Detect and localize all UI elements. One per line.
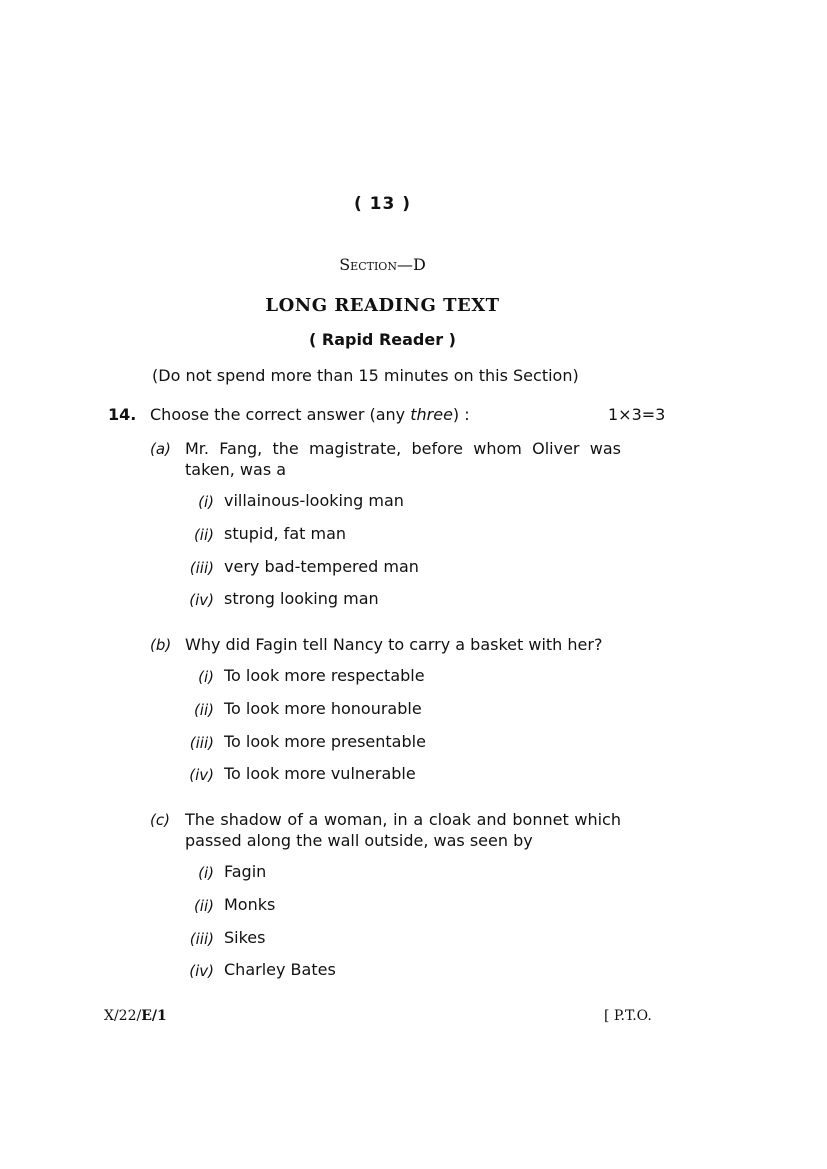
part-b-option-2-label: (ii) (193, 701, 214, 719)
question-text-end: ) : (452, 405, 470, 424)
part-a-option-3-text: very bad-tempered man (224, 557, 419, 576)
part-c-option-2-label: (ii) (193, 897, 214, 915)
part-c-label: (c) (150, 811, 170, 829)
section-instruction: (Do not spend more than 15 minutes on this Section) (152, 366, 579, 385)
part-c-option-3-label: (iii) (189, 930, 214, 948)
question-text (150, 405, 470, 424)
question-number: 14. (108, 405, 137, 424)
question-text-start: Choose the correct answer (any (150, 405, 411, 424)
paper-code-prefix: X/22/ (104, 1008, 142, 1024)
please-turn-over: [ P.T.O. (604, 1008, 652, 1024)
paper-code (104, 1008, 167, 1024)
part-a-option-2-text: stupid, fat man (224, 524, 347, 543)
part-c-text: The shadow of a woman, in a cloak and bonnet which passed along the wall outside, was seen by (185, 810, 621, 850)
section-prefix: Section (339, 255, 397, 274)
part-b-text: Why did Fagin tell Nancy to carry a basket with her? (185, 635, 603, 654)
part-a-text: Mr. Fang, the magistrate, before whom Oliver was taken, was a (185, 439, 621, 479)
part-b-option-1-label: (i) (198, 668, 214, 686)
part-b-option-2-text: To look more honourable (224, 699, 422, 718)
part-c-option-1-label: (i) (198, 864, 214, 882)
question-marks: 1×3=3 (608, 405, 666, 424)
part-c-option-4-label: (iv) (189, 962, 214, 980)
part-a-option-2-label: (ii) (193, 526, 214, 544)
part-b-option-4-label: (iv) (189, 766, 214, 784)
page-number: ( 13 ) (353, 194, 412, 214)
page-title: LONG READING TEXT (265, 295, 500, 316)
part-b-option-3-label: (iii) (189, 734, 214, 752)
part-c-option-1-text: Fagin (224, 862, 267, 881)
part-a-option-1-label: (i) (198, 493, 214, 511)
part-c-option-3-text: Sikes (224, 928, 266, 947)
section-letter: —D (396, 255, 426, 274)
part-a-option-4-text: strong looking man (224, 589, 379, 608)
question-text-emphasis: three (410, 405, 453, 424)
paper-code-suffix: E/1 (141, 1008, 167, 1024)
part-b-label: (b) (150, 636, 172, 654)
part-a-option-4-label: (iv) (189, 591, 214, 609)
part-b-option-3-text: To look more presentable (224, 732, 426, 751)
page-subtitle: ( Rapid Reader ) (308, 330, 456, 349)
part-a-option-1-text: villainous-looking man (224, 491, 404, 510)
part-a-label: (a) (150, 440, 171, 458)
part-c-option-2-text: Monks (224, 895, 276, 914)
part-b-option-1-text: To look more respectable (224, 666, 425, 685)
part-c-option-4-text: Charley Bates (224, 960, 336, 979)
part-a-option-3-label: (iii) (189, 559, 214, 577)
part-b-option-4-text: To look more vulnerable (224, 764, 416, 783)
section-heading (0, 255, 765, 274)
